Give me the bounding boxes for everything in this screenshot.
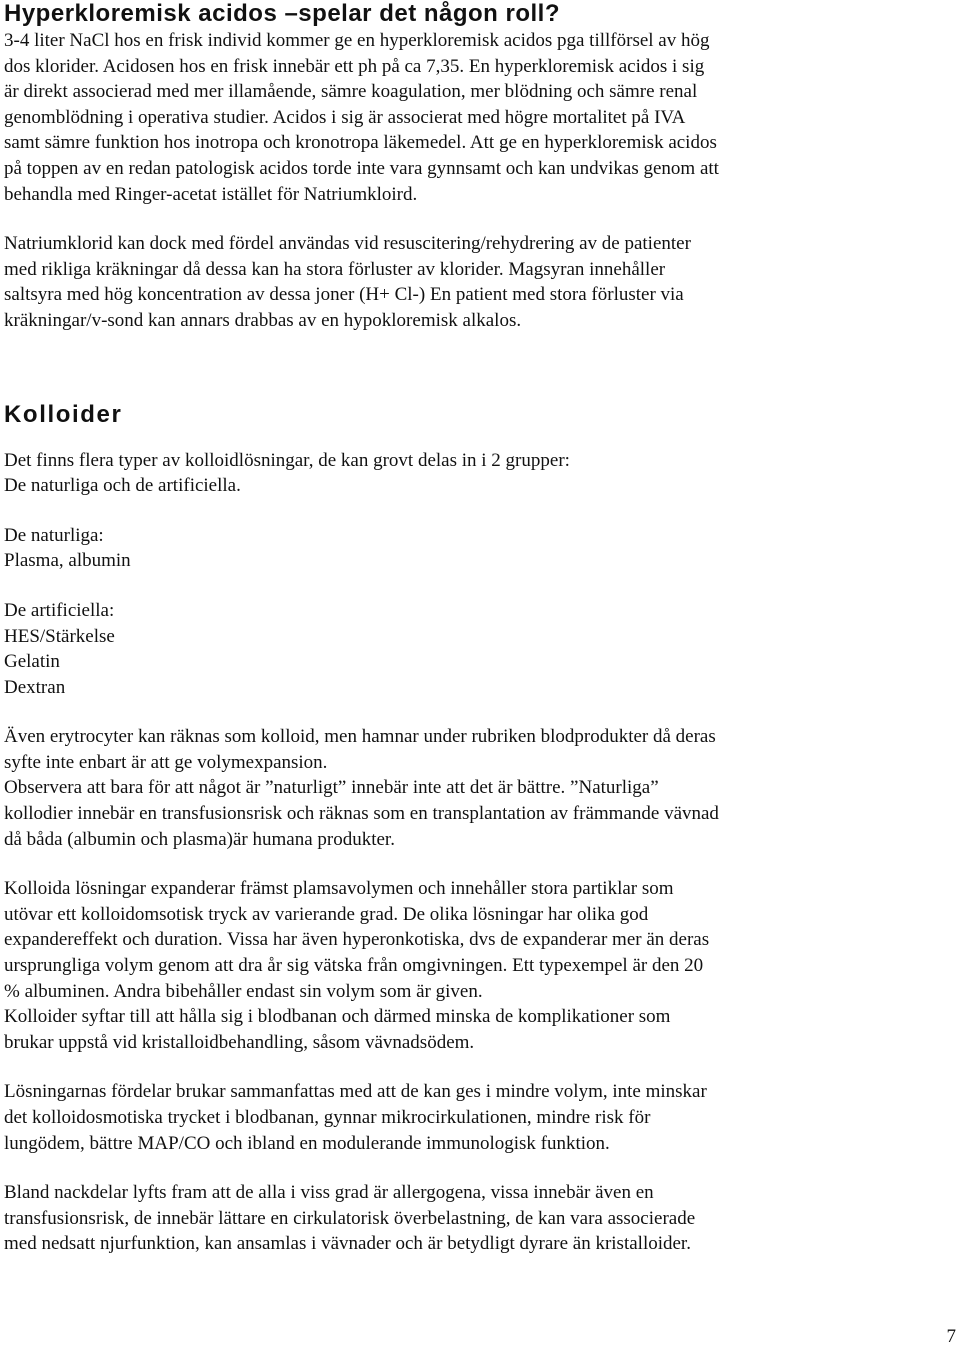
text-line: De naturliga och de artificiella. bbox=[4, 475, 241, 497]
paragraph-colloid-expansion bbox=[4, 876, 954, 1055]
text-line: genomblödning i operativa studier. Acidos i sig är associerat med högre mortalitet på IVA bbox=[4, 106, 686, 128]
text-line: Kolloida lösningar expanderar främst plamsavolymen och innehåller stora partiklar som bbox=[4, 878, 674, 900]
text-line: då båda (albumin och plasma)är humana produkter. bbox=[4, 828, 395, 850]
list-item: Plasma, albumin bbox=[4, 550, 131, 572]
text-line: brukar uppstå vid kristalloidbehandling, såsom vävnadsödem. bbox=[4, 1031, 475, 1053]
text-line: på toppen av en redan patologisk acidos torde inte vara gynnsamt och kan undvikas genom att bbox=[4, 157, 719, 179]
list-item: Dextran bbox=[4, 676, 66, 698]
text-line: behandla med Ringer-acetat istället för Natriumkloird. bbox=[4, 183, 418, 205]
text-line: Bland nackdelar lyfts fram att de alla i viss grad är allergogena, vissa innebär även en bbox=[4, 1182, 654, 1204]
list-item: HES/Stärkelse bbox=[4, 625, 115, 647]
text-line: är direkt associerad med mer illamående, sämre koagulation, mer blödning och sämre renal bbox=[4, 81, 698, 103]
text-line: det kolloidosmotiska trycket i blodbanan, gynnar mikrocirkulationen, mindre risk för bbox=[4, 1107, 651, 1128]
text-line: med nedsatt njurfunktion, kan ansamlas i vävnader och är betydligt dyrare än kristalloider. bbox=[4, 1233, 691, 1255]
text-line: kollodier innebär en transfusionsrisk och räknas som en transplantation av främmande vävnad bbox=[4, 803, 719, 825]
paragraph-acidosis-effects bbox=[4, 28, 954, 207]
text-line: % albuminen. Andra bibehåller endast sin volym som är given. bbox=[4, 980, 483, 1002]
text-line: Lösningarnas fördelar brukar sammanfattas med att de kan ges i mindre volym, inte minskar bbox=[4, 1081, 707, 1103]
text-line: ursprungliga volym genom att dra år sig vätska från omgivningen. Ett typexempel är den 20 bbox=[4, 955, 704, 977]
list-item: Gelatin bbox=[4, 651, 60, 673]
text-line: expandereffekt och duration. Vissa har även hyperonkotiska, dvs de expanderar mer än deras bbox=[4, 929, 710, 951]
text-line: saltsyra med hög koncentration av dessa joner (H+ Cl-) En patient med stora förluster via bbox=[4, 284, 684, 306]
text-line: utövar ett kolloidomsotisk tryck av varierande grad. De olika lösningar har olika god bbox=[4, 903, 649, 925]
text-line: kräkningar/v-sond kan annars drabbas av en hypokloremisk alkalos. bbox=[4, 309, 522, 331]
page-number: 7 bbox=[946, 1326, 956, 1347]
text-line: transfusionsrisk, de innebär lättare en cirkulatorisk överbelastning, de kan vara associerade bbox=[4, 1207, 696, 1229]
paragraph-advantages bbox=[4, 1079, 954, 1156]
list-natural-colloids bbox=[4, 523, 954, 574]
text-line: samt sämre funktion hos inotropa och kronotropa läkemedel. Att ge en hyperkloremisk acidos bbox=[4, 132, 717, 154]
paragraph-colloid-groups bbox=[4, 448, 954, 499]
text-line: Det finns flera typer av kolloidlösningar, de kan grovt delas in i 2 grupper: bbox=[4, 449, 570, 471]
section-heading-colloids: Kolloider bbox=[4, 400, 123, 428]
text-line: dos klorider. Acidosen hos en frisk innebär ett ph på ca 7,35. En hyperkloremisk acidos i sig bbox=[4, 55, 705, 77]
section-heading-hyperchloremic-acidosis: Hyperkloremisk acidos –spelar det någon roll? bbox=[4, 0, 561, 27]
text-line: lungödem, bättre MAP/CO och ibland en modulerande immunologisk funktion. bbox=[4, 1132, 610, 1154]
text-line: syfte inte enbart är att ge volymexpansion. bbox=[4, 751, 328, 773]
text-line: med rikliga kräkningar då dessa kan ha stora förluster av klorider. Magsyran innehåller bbox=[4, 258, 666, 280]
document-page bbox=[4, 0, 954, 1257]
text-line: Observera att bara för att något är ”naturligt” innebär inte att det är bättre. ”Naturliga” bbox=[4, 777, 659, 799]
paragraph-erythrocytes-note bbox=[4, 724, 954, 852]
text-line: Även erytrocyter kan räknas som kolloid, men hamnar under rubriken blodprodukter då deras bbox=[4, 726, 716, 748]
paragraph-sodium-chloride-use bbox=[4, 231, 954, 333]
list-label: De naturliga: bbox=[4, 524, 104, 546]
text-line: Kolloider syftar till att hålla sig i blodbanan och därmed minska de komplikationer som bbox=[4, 1006, 671, 1028]
paragraph-drawbacks bbox=[4, 1180, 954, 1257]
text-line: Natriumklorid kan dock med fördel användas vid resuscitering/rehydrering av de patienter bbox=[4, 233, 691, 255]
list-label: De artificiella: bbox=[4, 599, 115, 621]
text-line: 3-4 liter NaCl hos en frisk individ kommer ge en hyperkloremisk acidos pga tillförsel av hög bbox=[4, 30, 710, 51]
list-artificial-colloids bbox=[4, 598, 954, 700]
